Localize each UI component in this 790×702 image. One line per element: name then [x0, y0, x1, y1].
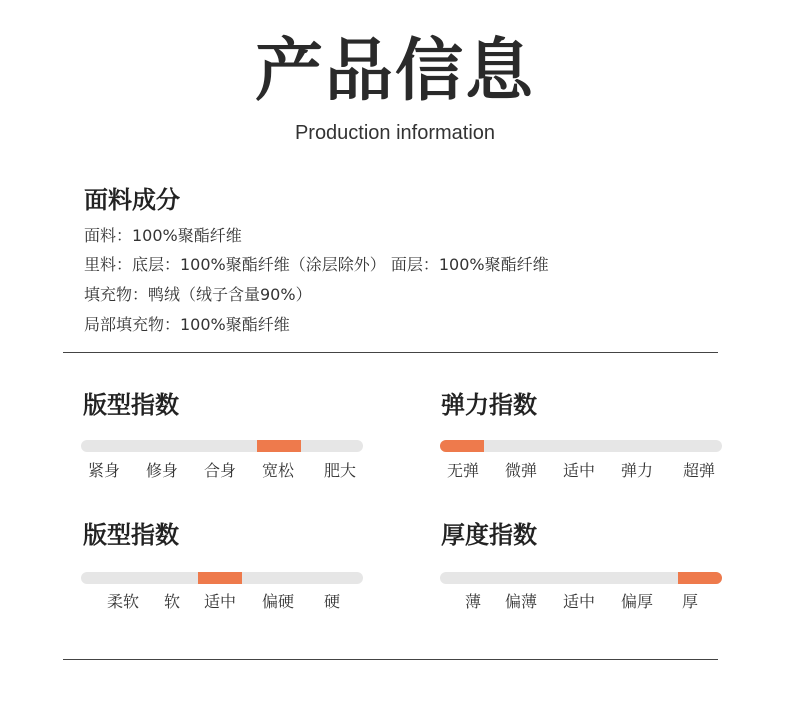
index-label: 无弹 — [446, 461, 480, 480]
index-elasticity-track — [440, 440, 722, 452]
index-softness-heading: 版型指数 — [83, 521, 179, 549]
page-title: 产品信息 — [254, 32, 535, 111]
index-label: 弹力 — [620, 461, 654, 480]
index-label: 硬 — [323, 592, 341, 611]
index-elasticity-fill — [440, 440, 484, 452]
index-label: 软 — [163, 592, 181, 611]
index-thickness-track — [440, 572, 722, 584]
index-label: 紧身 — [87, 461, 121, 480]
index-label: 合身 — [203, 461, 237, 480]
index-label: 适中 — [562, 592, 596, 611]
index-thickness-heading: 厚度指数 — [441, 521, 537, 549]
divider-bottom — [63, 659, 718, 660]
index-label: 微弹 — [504, 461, 538, 480]
fabric-line-lining: 里料：底层：100%聚酯纤维（涂层除外） 面层：100%聚酯纤维 — [84, 255, 549, 274]
index-label: 修身 — [145, 461, 179, 480]
index-label: 偏厚 — [620, 592, 654, 611]
index-fit-fill — [257, 440, 301, 452]
index-label: 适中 — [203, 592, 237, 611]
index-label: 超弹 — [682, 461, 716, 480]
index-label: 柔软 — [106, 592, 140, 611]
index-thickness-fill — [678, 572, 722, 584]
index-softness-fill — [198, 572, 242, 584]
index-elasticity-heading: 弹力指数 — [441, 391, 537, 419]
index-label: 薄 — [464, 592, 482, 611]
divider-top — [63, 352, 718, 353]
index-label: 肥大 — [323, 461, 357, 480]
index-label: 厚 — [681, 592, 699, 611]
index-label: 偏硬 — [261, 592, 295, 611]
index-fit-heading: 版型指数 — [83, 391, 179, 419]
index-softness-track — [81, 572, 363, 584]
page-subtitle: Production information — [294, 122, 496, 144]
index-label: 宽松 — [261, 461, 295, 480]
index-label: 适中 — [562, 461, 596, 480]
fabric-line-main: 面料：100%聚酯纤维 — [84, 226, 242, 245]
fabric-line-filling: 填充物：鸭绒（绒子含量90%） — [84, 285, 312, 304]
index-fit-track — [81, 440, 363, 452]
fabric-heading: 面料成分 — [84, 186, 180, 214]
index-label: 偏薄 — [504, 592, 538, 611]
fabric-line-partial-filling: 局部填充物：100%聚酯纤维 — [84, 315, 290, 334]
